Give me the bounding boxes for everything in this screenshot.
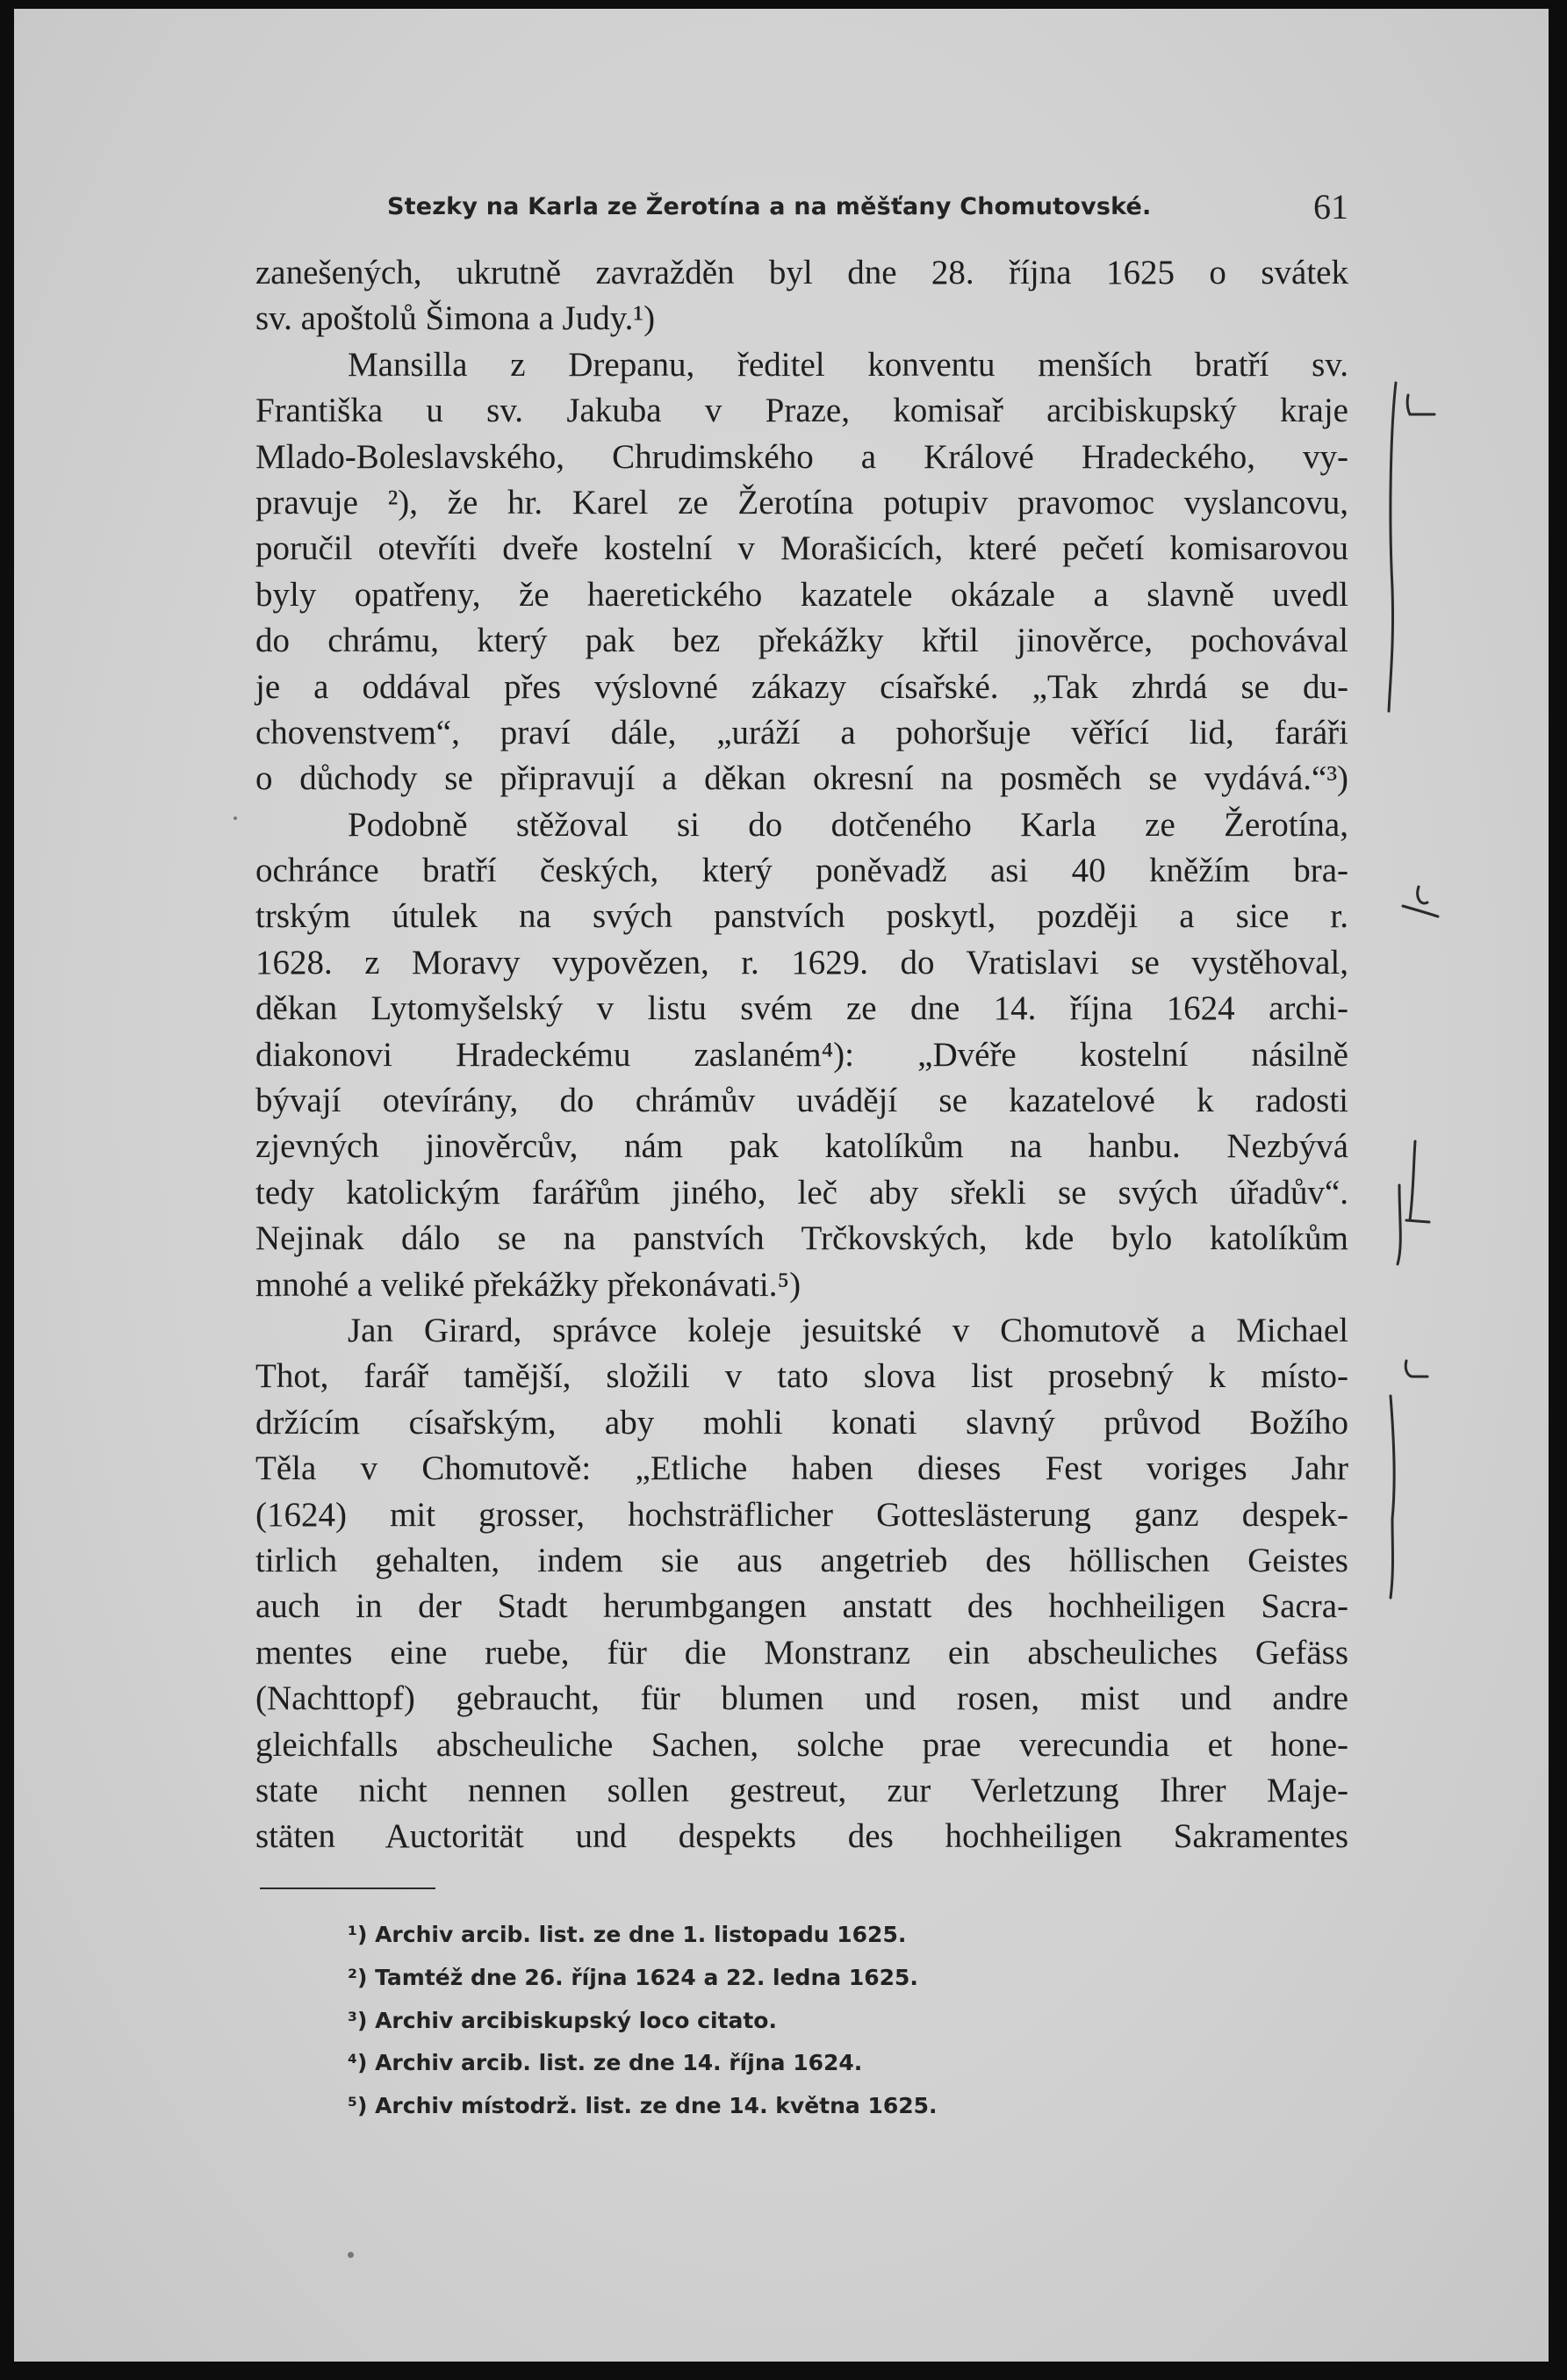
text-line: držícím císařským, aby mohli konati slavný průvod Božího bbox=[255, 1403, 1348, 1442]
running-header bbox=[255, 184, 1348, 237]
text-line: mnohé a veliké překážky překonávati.⁵) bbox=[255, 1265, 801, 1304]
text-line: zjevných jinověrcův, nám pak katolíkům na hanbu. Nezbývá bbox=[255, 1127, 1348, 1166]
text-line: Mlado-Boleslavského, Chrudimského a Králové Hradeckého, vy- bbox=[255, 437, 1348, 476]
text-line: 1628. z Moravy vypovězen, r. 1629. do Vratislavi se vystěhoval, bbox=[255, 943, 1348, 981]
margin-bracket-mark bbox=[1391, 1396, 1394, 1598]
text-line: Jan Girard, správce koleje jesuitské v Chomutově a Michael bbox=[348, 1311, 1348, 1349]
text-line: Těla v Chomutově: „Etliche haben dieses Fest voriges Jahr bbox=[255, 1449, 1348, 1488]
text-line: poručil otevříti dveře kostelní v Morašicích, které pečetí komisarovou bbox=[255, 529, 1348, 568]
text-line: trským útulek na svých panstvích poskytl, později a sice r. bbox=[255, 897, 1348, 936]
text-line: o důchody se připravují a děkan okresní na posměch se vydává.“³) bbox=[255, 759, 1348, 798]
text-line: děkan Lytomyšelský v listu svém ze dne 14. října 1624 archi- bbox=[255, 989, 1348, 1028]
text-line: sv. apoštolů Šimona a Judy.¹) bbox=[255, 299, 656, 338]
speck bbox=[234, 816, 237, 820]
margin-tick-mark bbox=[1405, 1361, 1427, 1377]
text-line: bývají otevírány, do chrámův uvádějí se kazatelové k radosti bbox=[255, 1082, 1348, 1120]
margin-tick-mark bbox=[1407, 395, 1434, 414]
text-line: tirlich gehalten, indem sie aus angetrieb des höllischen Geistes bbox=[255, 1541, 1348, 1579]
text-line: pravuje ²), že hr. Karel ze Žerotína potupiv pravomoc vyslancovu, bbox=[255, 483, 1348, 521]
text-line: zanešených, ukrutně zavražděn byl dne 28. října 1625 o svátek bbox=[255, 254, 1348, 291]
text-line: (Nachttopf) gebraucht, für blumen und rosen, mist und andre bbox=[255, 1679, 1348, 1718]
footnote-divider bbox=[260, 1887, 435, 1889]
text-line: chovenstvem“, praví dále, „uráží a pohoršuje věřící lid, faráři bbox=[255, 713, 1348, 751]
text-line: (1624) mit grosser, hochsträflicher Gotteslästerung ganz despek- bbox=[255, 1495, 1348, 1534]
text-line: state nicht nennen sollen gestreut, zur Verletzung Ihrer Maje- bbox=[255, 1771, 1348, 1809]
text-line: Thot, farář tamější, složili v tato slova list prosebný k místo- bbox=[255, 1357, 1348, 1396]
text-line: gleichfalls abscheuliche Sachen, solche prae verecundia et hone- bbox=[255, 1725, 1348, 1764]
speck bbox=[348, 2252, 354, 2258]
text-line: Františka u sv. Jakuba v Praze, komisař arcibiskupský kraje bbox=[255, 392, 1348, 430]
text-line: mentes eine ruebe, für die Monstranz ein abscheuliches Gefäss bbox=[255, 1633, 1348, 1672]
text-line: tedy katolickým farářům jiného, leč aby sřekli se svých úřadův“. bbox=[255, 1173, 1348, 1212]
text-line: do chrámu, který pak bez překážky křtil jinověrce, pochovával bbox=[255, 622, 1348, 660]
text-line: ochránce bratří českých, který poněvadž asi 40 kněžím bra- bbox=[255, 852, 1348, 890]
header-title: Stezky na Karla ze Žerotína a na měšťany Chomutovské. bbox=[387, 193, 1152, 220]
text-line: diakonovi Hradeckému zaslaném⁴): „Dvéře kostelní násilně bbox=[255, 1035, 1348, 1074]
footnote: ⁴) Archiv arcib. list. ze dne 14. října 1624. bbox=[348, 2050, 863, 2076]
margin-tick-mark bbox=[1418, 887, 1427, 903]
body-text bbox=[255, 250, 1348, 1860]
text-line: stäten Auctorität und despekts des hochheiligen Sakramentes bbox=[255, 1817, 1348, 1856]
text-line: Mansilla z Drepanu, ředitel konventu menších bratří sv. bbox=[348, 345, 1348, 384]
footnote: ²) Tamtéž dne 26. října 1624 a 22. ledna 1625. bbox=[348, 1964, 918, 1990]
page-number: 61 bbox=[1313, 187, 1348, 226]
footnote: ¹) Archiv arcib. list. ze dne 1. listopadu 1625. bbox=[348, 1922, 907, 1947]
footnote: ⁵) Archiv místodrž. list. ze dne 14. května 1625. bbox=[348, 2093, 938, 2119]
text-line: auch in der Stadt herumbgangen anstatt des hochheiligen Sacra- bbox=[255, 1587, 1348, 1626]
scanned-page bbox=[14, 9, 1549, 2362]
margin-tick-mark bbox=[1403, 906, 1438, 917]
text-line: Podobně stěžoval si do dotčeného Karla ze Žerotína, bbox=[348, 805, 1348, 844]
handwritten-margin-marks bbox=[1384, 377, 1489, 1607]
margin-bracket-mark bbox=[1398, 1185, 1400, 1264]
footnote: ³) Archiv arcibiskupský loco citato. bbox=[348, 2007, 777, 2033]
margin-bracket-mark bbox=[1389, 383, 1396, 711]
margin-tick-mark bbox=[1406, 1220, 1429, 1222]
text-line: Nejinak dálo se na panstvích Trčkovských, kde bylo katolíkům bbox=[255, 1219, 1348, 1258]
footnotes bbox=[348, 1914, 1313, 2128]
margin-bracket-mark bbox=[1410, 1141, 1415, 1220]
text-line: je a oddával přes výslovné zákazy císařské. „Tak zhrdá se du- bbox=[255, 667, 1348, 706]
text-line: byly opatřeny, že haeretického kazatele okázale a slavně uvedl bbox=[255, 575, 1348, 614]
